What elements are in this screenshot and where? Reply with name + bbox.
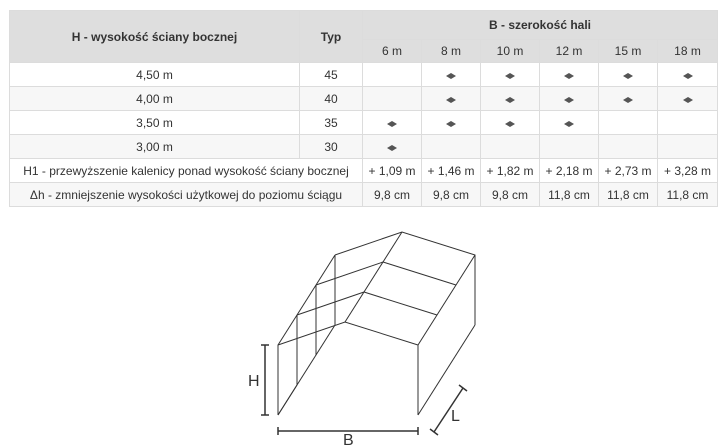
available-cell xyxy=(422,111,481,135)
h1-row-value: + 3,28 m xyxy=(658,159,718,183)
width-label: B xyxy=(343,432,354,446)
table-row xyxy=(10,87,718,111)
dh-row-value: 11,8 cm xyxy=(599,183,658,207)
available-cell xyxy=(540,87,599,111)
h1-row-value: + 2,73 m xyxy=(599,159,658,183)
roof-rafter-3 xyxy=(364,292,437,315)
width-header-12m: 12 m xyxy=(540,40,599,63)
back-gable-outline xyxy=(335,232,475,325)
left-eave-line xyxy=(278,255,335,345)
row-height-cell: 4,50 m xyxy=(10,63,300,87)
availability-marker-icon xyxy=(446,73,456,79)
empty-cell xyxy=(422,135,481,159)
table-row xyxy=(10,135,718,159)
height-column-header: H - wysokość ściany bocznej xyxy=(10,11,300,63)
empty-cell xyxy=(658,135,718,159)
type-column-header: Typ xyxy=(300,11,363,63)
hall-diagram xyxy=(240,220,500,446)
available-cell xyxy=(599,63,658,87)
h1-row-value: + 1,82 m xyxy=(481,159,540,183)
available-cell xyxy=(658,87,718,111)
front-gable-outline xyxy=(278,322,418,415)
dh-row-label: Δh - zmniejszenie wysokości użytkowej do poziomu ściągu xyxy=(10,183,363,207)
availability-marker-icon xyxy=(505,97,515,103)
dh-row-value: 11,8 cm xyxy=(658,183,718,207)
availability-marker-icon xyxy=(446,121,456,127)
empty-cell xyxy=(658,111,718,135)
row-height-cell: 3,00 m xyxy=(10,135,300,159)
availability-marker-icon xyxy=(505,121,515,127)
ridge-line xyxy=(345,232,402,322)
row-type-cell: 40 xyxy=(300,87,363,111)
h1-row-value: + 1,46 m xyxy=(422,159,481,183)
available-cell xyxy=(363,135,422,159)
available-cell xyxy=(481,111,540,135)
hall-spec-table xyxy=(9,10,718,207)
empty-cell xyxy=(599,111,658,135)
availability-marker-icon xyxy=(446,97,456,103)
row-type-cell: 30 xyxy=(300,135,363,159)
availability-marker-icon xyxy=(623,97,633,103)
table-body xyxy=(10,63,718,207)
row-height-cell: 4,00 m xyxy=(10,87,300,111)
right-eave-line xyxy=(418,255,475,345)
empty-cell xyxy=(363,87,422,111)
row-type-cell: 45 xyxy=(300,63,363,87)
availability-marker-icon xyxy=(683,97,693,103)
height-label: H xyxy=(248,373,260,390)
empty-cell xyxy=(481,135,540,159)
width-column-header: B - szerokość hali xyxy=(363,11,718,40)
right-wall-base xyxy=(418,325,475,415)
hall-wireframe xyxy=(278,232,475,415)
available-cell xyxy=(599,87,658,111)
availability-marker-icon xyxy=(683,73,693,79)
width-header-10m: 10 m xyxy=(481,40,540,63)
available-cell xyxy=(422,63,481,87)
table-row xyxy=(10,111,718,135)
availability-marker-icon xyxy=(564,97,574,103)
row-height-cell: 3,50 m xyxy=(10,111,300,135)
empty-cell xyxy=(363,63,422,87)
dh-row-value: 9,8 cm xyxy=(363,183,422,207)
available-cell xyxy=(481,63,540,87)
dh-row-value: 11,8 cm xyxy=(540,183,599,207)
availability-marker-icon xyxy=(564,121,574,127)
roof-rafter-4 xyxy=(383,262,456,285)
table-row xyxy=(10,63,718,87)
h1-row-label: H1 - przewyższenie kalenicy ponad wysokość ściany bocznej xyxy=(10,159,363,183)
dh-row-value: 9,8 cm xyxy=(422,183,481,207)
empty-cell xyxy=(599,135,658,159)
roof-rafter-1 xyxy=(297,292,364,315)
available-cell xyxy=(658,63,718,87)
length-label: L xyxy=(451,408,460,425)
empty-cell xyxy=(540,135,599,159)
dh-row xyxy=(10,183,718,207)
available-cell xyxy=(363,111,422,135)
dh-row-value: 9,8 cm xyxy=(481,183,540,207)
dimension-lines xyxy=(261,345,467,435)
roof-rafter-2 xyxy=(316,262,383,285)
width-header-18m: 18 m xyxy=(658,40,718,63)
h1-row xyxy=(10,159,718,183)
width-header-6m: 6 m xyxy=(363,40,422,63)
available-cell xyxy=(422,87,481,111)
h1-row-value: + 2,18 m xyxy=(540,159,599,183)
width-header-8m: 8 m xyxy=(422,40,481,63)
available-cell xyxy=(540,111,599,135)
length-dimension-tick-back xyxy=(459,385,467,391)
available-cell xyxy=(481,87,540,111)
available-cell xyxy=(540,63,599,87)
row-type-cell: 35 xyxy=(300,111,363,135)
availability-marker-icon xyxy=(564,73,574,79)
availability-marker-icon xyxy=(387,121,397,127)
availability-marker-icon xyxy=(505,73,515,79)
availability-marker-icon xyxy=(623,73,633,79)
availability-marker-icon xyxy=(387,145,397,151)
length-dimension-tick-front xyxy=(430,429,438,435)
width-header-15m: 15 m xyxy=(599,40,658,63)
left-wall-base xyxy=(278,385,297,415)
h1-row-value: + 1,09 m xyxy=(363,159,422,183)
